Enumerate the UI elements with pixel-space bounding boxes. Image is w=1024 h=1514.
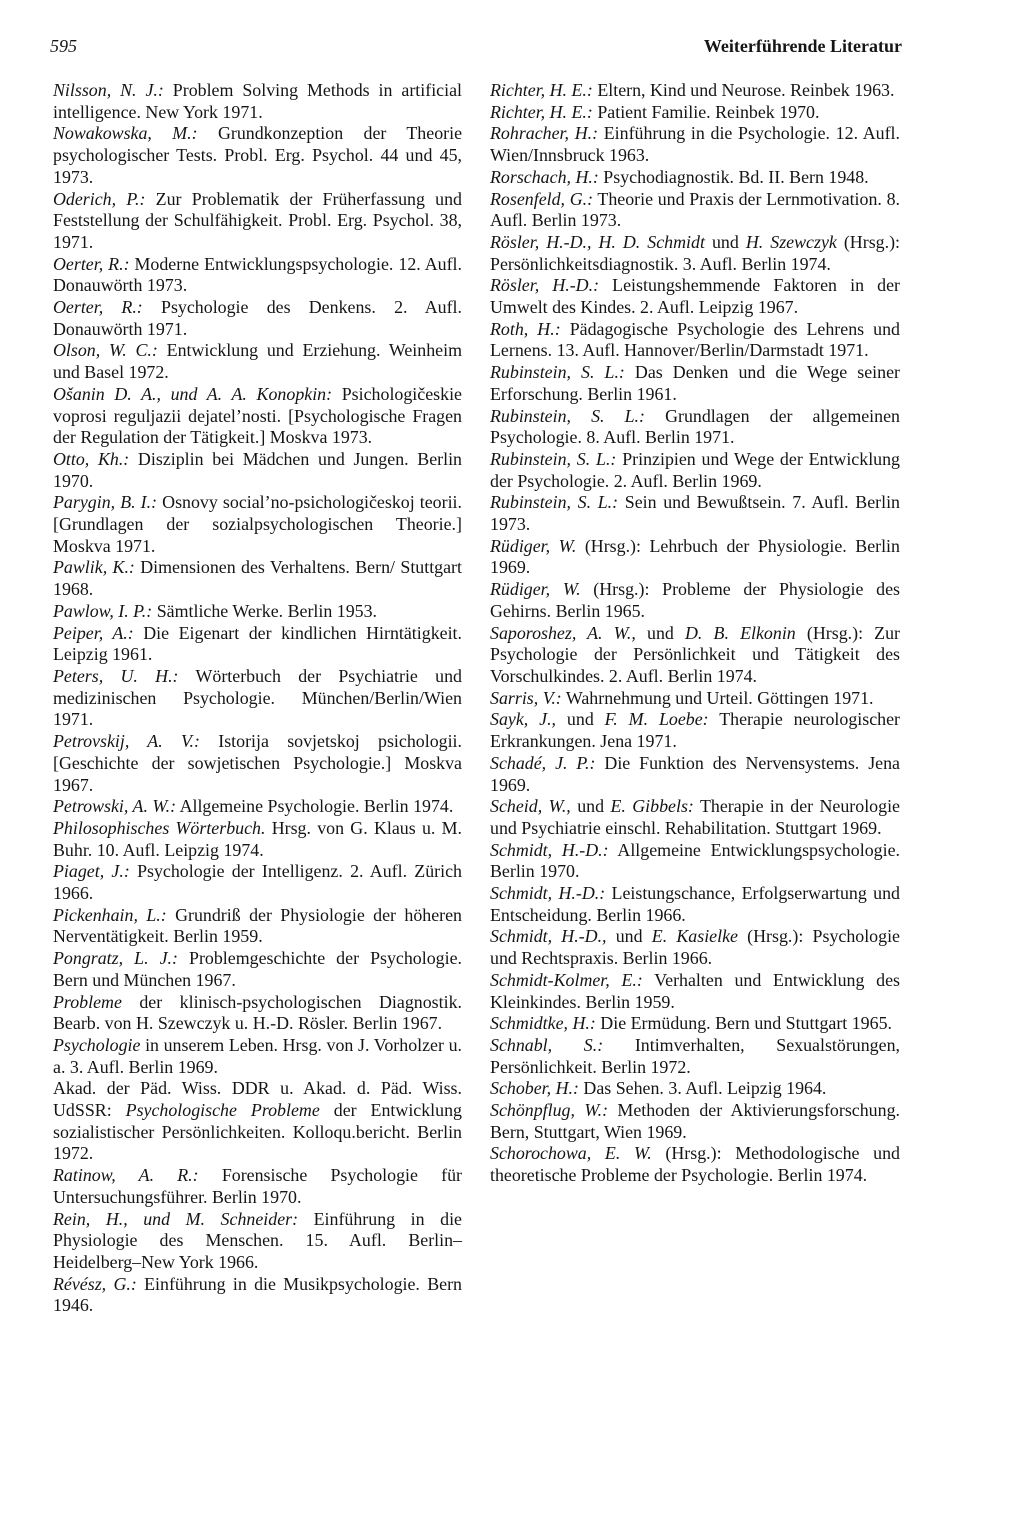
entry-text: Istorija sovjetskoj psichologii. [Geschichte der sowjetischen Psychologie.] Moskva 1967. — [53, 731, 462, 795]
bibliography-entry — [53, 948, 462, 991]
entry-author: Rubinstein, S. L.: — [490, 405, 645, 426]
entry-text: Eltern, Kind und Neurose. Reinbek 1963. — [592, 80, 895, 100]
entry-author: Schmidtke, H.: — [490, 1013, 596, 1034]
entry-author: Rösler, H.-D.: — [490, 275, 600, 296]
bibliography-entry — [53, 666, 462, 731]
entry-author: E. Gibbels: — [610, 796, 694, 817]
bibliography-entry — [490, 102, 900, 124]
entry-text: Forensische Psychologie für Untersuchungsführer. Berlin 1970. — [53, 1165, 463, 1207]
entry-text: Patient Familie. Reinbek 1970. — [592, 101, 820, 122]
entry-text: Das Denken und die Wege seiner Erforschung. Berlin 1961. — [490, 362, 900, 404]
entry-author: Petrowski, A. W.: — [53, 796, 177, 817]
bibliography-entry — [53, 384, 462, 449]
entry-author: Rösler, H.-D., H. D. Schmidt — [490, 231, 705, 252]
entry-author: F. M. Loebe: — [604, 709, 709, 730]
bibliography-entry — [490, 536, 900, 579]
entry-author: Pickenhain, L.: — [53, 904, 167, 925]
entry-author: Rüdiger, W. — [490, 579, 581, 600]
bibliography-entry — [53, 189, 462, 254]
entry-text: und — [556, 709, 605, 730]
bibliography-entry — [490, 579, 900, 622]
entry-author: Oerter, R.: — [53, 297, 143, 318]
entry-text: und — [606, 926, 652, 947]
entry-text: Psichologičeskie voprosi reguljazii dejatel’nosti. [Psychologische Fragen der Regulation der Tätigkeit.] Moskva 1973. — [53, 383, 462, 448]
entry-author: Sayk, J., — [490, 709, 557, 730]
entry-author: Saporoshez, A. W., — [490, 622, 636, 643]
entry-text: Wörterbuch der Psychiatrie und medizinischen Psychologie. München/Berlin/Wien 1971. — [53, 665, 462, 730]
bibliography-entry — [490, 275, 900, 318]
bibliography-entry — [490, 449, 900, 492]
entry-author: Oerter, R.: — [53, 253, 130, 274]
entry-text: in unserem Leben. Hrsg. von J. Vorholzer u. a. 3. Aufl. Berlin 1969. — [53, 1034, 462, 1077]
entry-author: Oderich, P.: — [53, 188, 146, 209]
bibliography-entry — [490, 709, 900, 752]
bibliography-entry — [490, 840, 900, 883]
entry-text: und — [704, 231, 746, 252]
bibliography-entry — [490, 926, 900, 969]
entry-author: Peters, U. H.: — [53, 665, 179, 686]
entry-text: Allgemeine Entwicklungspsychologie. Berlin 1970. — [490, 839, 900, 882]
entry-text: und — [570, 796, 611, 817]
entry-text: Theorie und Praxis der Lernmotivation. 8. Aufl. Berlin 1973. — [490, 188, 900, 231]
entry-text: Pädagogische Psychologie des Lehrens und Lernens. 13. Aufl. Hannover/Berlin/Darmstadt 1971. — [490, 318, 900, 361]
entry-text: Akad. der Päd. Wiss. DDR u. Akad. d. Päd. Wiss. UdSSR: — [53, 1078, 462, 1121]
entry-author: Rosenfeld, G.: — [490, 188, 594, 209]
bibliography-entry — [490, 1100, 900, 1143]
bibliography-entry — [490, 189, 900, 232]
bibliography-entry — [53, 1274, 462, 1317]
left-column — [53, 80, 462, 1317]
entry-text: Grundkonzeption der Theorie psychologischer Tests. Probl. Erg. Psychol. 44 und 45, 1973. — [53, 123, 463, 187]
entry-text: Psychologie der Intelligenz. 2. Aufl. Zürich 1966. — [53, 861, 462, 904]
bibliography-entry — [490, 1143, 900, 1186]
bibliography-entry — [53, 796, 462, 818]
bibliography-entry — [490, 232, 900, 275]
entry-text: Die Ermüdung. Bern und Stuttgart 1965. — [595, 1013, 892, 1034]
entry-text: Psychodiagnostik. Bd. II. Bern 1948. — [598, 166, 869, 187]
entry-author: Olson, W. C.: — [53, 340, 158, 361]
bibliography-entry — [490, 492, 900, 535]
entry-author: Rorschach, H.: — [490, 166, 599, 187]
bibliography-entry — [53, 1165, 462, 1208]
entry-text: Intimverhalten, Sexualstörungen, Persönlichkeit. Berlin 1972. — [490, 1034, 900, 1077]
entry-text: Zur Problematik der Früherfassung und Feststellung der Schulfähigkeit. Probl. Erg. Psychol. 38, 1971. — [53, 188, 462, 252]
entry-text: Moderne Entwicklungspsychologie. 12. Aufl. Donauwörth 1973. — [53, 253, 462, 296]
bibliography-entry — [490, 80, 900, 102]
bibliography-entry — [53, 1078, 462, 1165]
bibliography-entry — [490, 688, 900, 710]
bibliography-entry — [490, 123, 900, 166]
entry-author: Pawlik, K.: — [53, 557, 135, 578]
page-number: 595 — [50, 36, 77, 56]
entry-author: Psychologische Probleme — [125, 1100, 320, 1121]
entry-text: (Hrsg.): Zur Psychologie der Persönlichkeit und Tätigkeit des Vorschulkindes. 2. Aufl. Berlin 1974. — [490, 622, 901, 686]
entry-author: Nowakowska, M.: — [53, 123, 198, 144]
entry-author: Richter, H. E.: — [490, 80, 593, 100]
running-title: Weiterführende Literatur — [703, 36, 902, 56]
entry-text: Verhalten und Entwicklung des Kleinkindes. Berlin 1959. — [490, 969, 900, 1012]
entry-text: Wahrnehmung und Urteil. Göttingen 1971. — [561, 687, 874, 708]
entry-author: Probleme — [53, 991, 122, 1012]
entry-author: Petrovskij, A. V.: — [53, 731, 200, 752]
entry-author: Peiper, A.: — [53, 622, 134, 643]
entry-text: der klinisch-psychologischen Diagnostik. Bearb. von H. Szewczyk u. H.-D. Rösler. Berlin 1967. — [53, 991, 462, 1034]
entry-author: Schmidt, H.-D.: — [490, 883, 606, 904]
entry-author: Pongratz, L. J.: — [53, 948, 178, 969]
entry-text: und — [635, 622, 686, 643]
entry-text: Das Sehen. 3. Aufl. Leipzig 1964. — [578, 1078, 827, 1099]
entry-author: Sarris, V.: — [490, 687, 562, 708]
entry-text: Die Eigenart der kindlichen Hirntätigkeit. Leipzig 1961. — [53, 622, 462, 665]
entry-author: Schmidt, H.-D., — [490, 926, 607, 947]
entry-text: Sein und Bewußtsein. 7. Aufl. Berlin 1973. — [490, 492, 900, 535]
entry-text: Einführung in die Physiologie des Menschen. 15. Aufl. Berlin–Heidelberg–New York 1966. — [53, 1208, 462, 1272]
bibliography-entry — [53, 818, 462, 861]
entry-text: Leistungschance, Erfolgserwartung und Entscheidung. Berlin 1966. — [490, 883, 900, 925]
entry-text: Disziplin bei Mädchen und Jungen. Berlin 1970. — [53, 448, 462, 491]
entry-author: Richter, H. E.: — [490, 101, 593, 122]
entry-author: Roth, H.: — [490, 318, 561, 339]
bibliography-entry — [53, 601, 462, 623]
entry-author: Schadé, J. P.: — [490, 752, 596, 773]
right-column — [490, 80, 900, 1187]
entry-text: Entwicklung und Erziehung. Weinheim und Basel 1972. — [53, 340, 462, 383]
entry-author: Parygin, B. I.: — [53, 492, 158, 513]
entry-text: (Hrsg.): Methodologische und theoretische Probleme der Psychologie. Berlin 1974. — [490, 1143, 900, 1186]
entry-author: Ratinow, A. R.: — [53, 1165, 199, 1186]
bibliography-entry — [53, 449, 462, 492]
entry-text: Einführung in die Psychologie. 12. Aufl. Wien/Innsbruck 1963. — [490, 123, 901, 166]
bibliography-entry — [53, 557, 462, 600]
entry-author: Schmidt-Kolmer, E.: — [490, 969, 643, 990]
bibliography-entry — [490, 970, 900, 1013]
bibliography-entry — [490, 796, 900, 839]
bibliography-entry — [490, 753, 900, 796]
bibliography-entry — [53, 297, 462, 340]
entry-text: Grundlagen der allgemeinen Psychologie. 8. Aufl. Berlin 1971. — [490, 405, 900, 448]
entry-text: (Hrsg.): Lehrbuch der Physiologie. Berlin 1969. — [490, 535, 900, 578]
entry-text: (Hrsg.): Probleme der Physiologie des Gehirns. Berlin 1965. — [490, 579, 900, 621]
bibliography-entry — [53, 731, 462, 796]
entry-author: Schmidt, H.-D.: — [490, 839, 609, 860]
bibliography-entry — [490, 1013, 900, 1035]
entry-text: Osnovy social’no-psichologičeskoj teorii. [Grundlagen der sozialpsychologischen Theorie.] Moskva 1971. — [53, 492, 462, 556]
entry-author: Rubinstein, S. L.: — [490, 448, 617, 469]
entry-author: Schönpflug, W.: — [490, 1100, 609, 1121]
entry-author: Révész, G.: — [53, 1273, 137, 1294]
entry-author: D. B. Elkonin — [685, 622, 796, 643]
bibliography-entry — [490, 623, 900, 688]
entry-author: Rein, H., und M. Schneider: — [53, 1208, 299, 1229]
entry-author: E. Kasielke — [651, 926, 738, 947]
entry-text: Therapie neurologischer Erkrankungen. Jena 1971. — [490, 709, 900, 752]
entry-text: Leistungshemmende Faktoren in der Umwelt des Kindes. 2. Aufl. Leipzig 1967. — [490, 275, 901, 318]
entry-text: Allgemeine Psychologie. Berlin 1974. — [176, 796, 454, 817]
bibliography-entry — [53, 992, 462, 1035]
entry-author: Psychologie — [53, 1034, 141, 1055]
entry-text: Die Funktion des Nervensystems. Jena 1969. — [490, 752, 900, 795]
entry-text: Methoden der Aktivierungsforschung. Bern, Stuttgart, Wien 1969. — [490, 1100, 900, 1142]
entry-text: Therapie in der Neurologie und Psychiatrie einschl. Rehabilitation. Stuttgart 1969. — [490, 796, 900, 838]
entry-text: Psychologie des Denkens. 2. Aufl. Donauwörth 1971. — [53, 297, 462, 339]
bibliography-entry — [53, 123, 462, 188]
bibliography-entry — [490, 1035, 900, 1078]
bibliography-entry — [53, 80, 462, 123]
bibliography-entry — [490, 883, 900, 926]
entry-text: Problemgeschichte der Psychologie. Bern und München 1967. — [53, 948, 462, 990]
bibliography-entry — [53, 254, 462, 297]
entry-text: Prinzipien und Wege der Entwicklung der Psychologie. 2. Aufl. Berlin 1969. — [490, 448, 900, 491]
bibliography-entry — [53, 1035, 462, 1078]
entry-text: Dimensionen des Verhaltens. Bern/ Stuttgart 1968. — [53, 557, 462, 600]
bibliography-entry — [53, 340, 462, 383]
entry-author: Rohracher, H.: — [490, 123, 599, 144]
bibliography-entry — [53, 905, 462, 948]
entry-text: Grundriß der Physiologie der höheren Nerventätigkeit. Berlin 1959. — [53, 904, 462, 947]
entry-text: Hrsg. von G. Klaus u. M. Buhr. 10. Aufl. Leipzig 1974. — [53, 817, 462, 860]
bibliography-entry — [490, 167, 900, 189]
entry-author: Pawlow, I. P.: — [53, 600, 153, 621]
entry-text: Einführung in die Musikpsychologie. Bern 1946. — [53, 1273, 462, 1316]
entry-author: Schober, H.: — [490, 1078, 579, 1099]
bibliography-entry — [53, 623, 462, 666]
entry-author: Ošanin D. A., und A. A. Konopkin: — [53, 383, 333, 404]
entry-text: der Entwicklung sozialistischer Persönlichkeiten. Kolloqu.bericht. Berlin 1972. — [53, 1100, 462, 1164]
entry-author: Schorochowa, E. W. — [490, 1143, 652, 1164]
page-header — [50, 36, 902, 62]
bibliography-entry — [490, 319, 900, 362]
entry-author: Nilsson, N. J.: — [53, 80, 164, 100]
bibliography-entry — [53, 1209, 462, 1274]
entry-text: Problem Solving Methods in artificial intelligence. New York 1971. — [53, 80, 462, 122]
entry-author: Scheid, W., — [490, 796, 571, 817]
bibliography-entry — [53, 861, 462, 904]
entry-author: Otto, Kh.: — [53, 448, 130, 469]
entry-author: H. Szewczyk — [745, 231, 837, 252]
entry-text: (Hrsg.): Persönlichkeitsdiagnostik. 3. Aufl. Berlin 1974. — [490, 231, 900, 274]
entry-text: Sämtliche Werke. Berlin 1953. — [152, 600, 378, 621]
entry-author: Rubinstein, S. L.: — [490, 492, 619, 513]
entry-author: Philosophisches Wörterbuch. — [53, 817, 266, 838]
entry-text: (Hrsg.): Psychologie und Rechtspraxis. Berlin 1966. — [490, 926, 900, 969]
bibliography-entry — [490, 406, 900, 449]
bibliography-entry — [490, 1078, 900, 1100]
entry-author: Piaget, J.: — [53, 861, 130, 882]
bibliography-entry — [490, 362, 900, 405]
entry-author: Rüdiger, W. — [490, 535, 577, 556]
bibliography-entry — [53, 492, 462, 557]
entry-author: Schnabl, S.: — [490, 1034, 604, 1055]
entry-author: Rubinstein, S. L.: — [490, 362, 625, 383]
